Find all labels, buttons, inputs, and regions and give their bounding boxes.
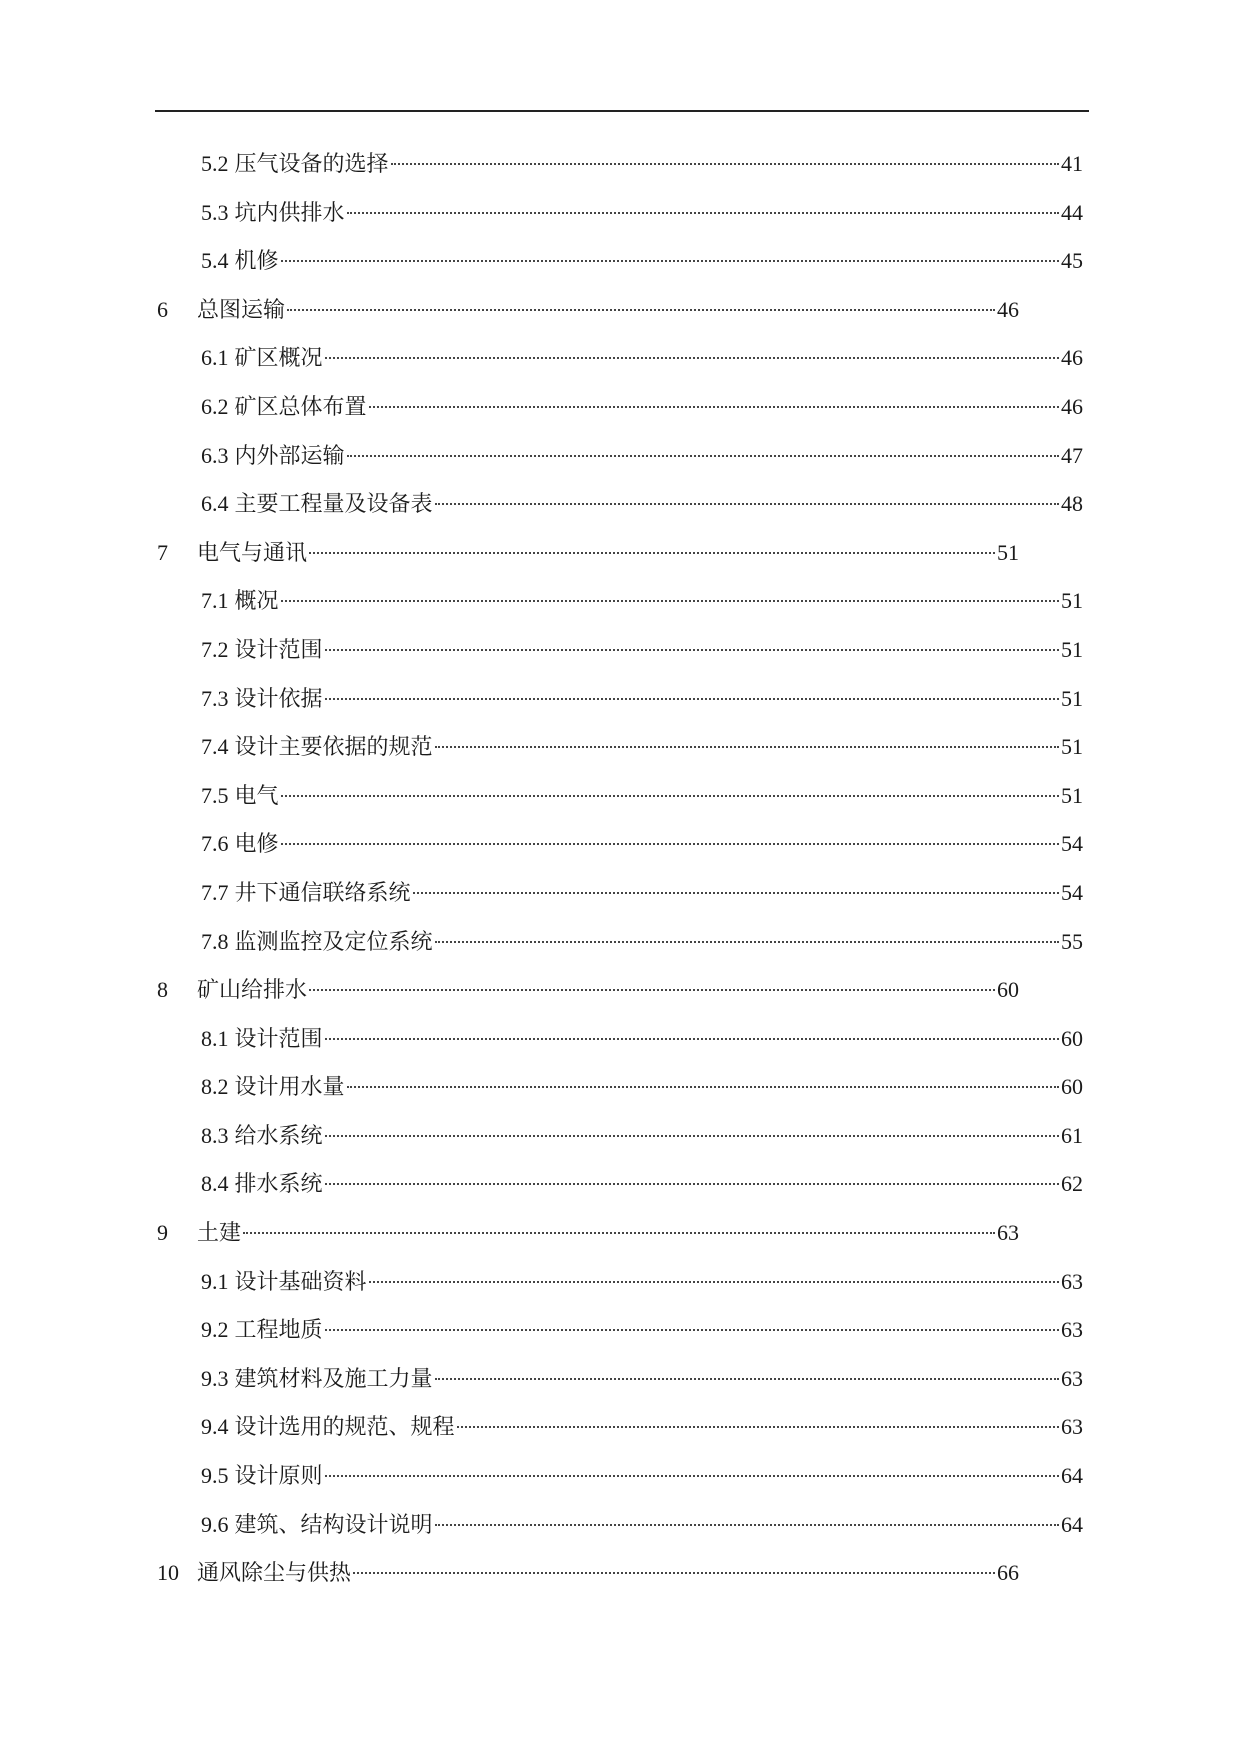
toc-chapter-entry[interactable] <box>0 529 1019 578</box>
toc-page-number: 48 <box>1061 491 1083 517</box>
toc-dot-leader <box>435 744 1059 748</box>
toc-entry-title: 矿区概况 <box>234 345 323 371</box>
toc-section-entry[interactable] <box>0 1355 1083 1404</box>
toc-section-entry[interactable] <box>0 1160 1083 1209</box>
toc-section-entry[interactable] <box>0 1306 1083 1355</box>
toc-section-entry[interactable] <box>0 1063 1083 1112</box>
toc-section-entry[interactable] <box>0 772 1083 821</box>
toc-entry-title: 设计基础资料 <box>234 1268 367 1294</box>
toc-page-number: 51 <box>997 539 1019 565</box>
toc-page-number: 51 <box>1061 685 1083 711</box>
toc-entry-number: 7.2 <box>201 636 229 662</box>
toc-page-number: 63 <box>1061 1365 1083 1391</box>
toc-section-entry[interactable] <box>0 1501 1083 1550</box>
toc-section-entry[interactable] <box>0 480 1083 529</box>
toc-entry-title: 主要工程量及设备表 <box>234 491 433 517</box>
toc-entry-title: 电气与通讯 <box>197 539 308 565</box>
toc-entry-number: 9 <box>157 1220 168 1246</box>
toc-page-number: 63 <box>1061 1414 1083 1440</box>
toc-entry-number: 9.5 <box>201 1463 229 1489</box>
toc-entry-title: 矿山给排水 <box>197 977 308 1003</box>
toc-entry-number: 9.6 <box>201 1511 229 1537</box>
toc-dot-leader <box>435 939 1059 943</box>
toc-page-number: 60 <box>1061 1025 1083 1051</box>
toc-entry-number: 6 <box>157 296 168 322</box>
toc-page-number: 61 <box>1061 1122 1083 1148</box>
toc-entry-title: 概况 <box>234 588 279 614</box>
toc-entry-number: 5.3 <box>201 199 229 225</box>
toc-page-number: 63 <box>1061 1268 1083 1294</box>
toc-section-entry[interactable] <box>0 918 1083 967</box>
toc-dot-leader <box>281 841 1059 845</box>
toc-page-number: 63 <box>1061 1317 1083 1343</box>
toc-dot-leader <box>325 1327 1059 1331</box>
toc-dot-leader <box>347 210 1059 214</box>
toc-section-entry[interactable] <box>0 1112 1083 1161</box>
toc-entry-title: 建筑、结构设计说明 <box>234 1511 433 1537</box>
toc-section-entry[interactable] <box>0 1015 1083 1064</box>
toc-page-number: 55 <box>1061 928 1083 954</box>
toc-section-entry[interactable] <box>0 237 1083 286</box>
toc-entry-number: 9.3 <box>201 1365 229 1391</box>
toc-page-number: 51 <box>1061 734 1083 760</box>
toc-entry-title: 总图运输 <box>197 296 286 322</box>
toc-dot-leader <box>281 793 1059 797</box>
toc-entry-number: 7.7 <box>201 879 229 905</box>
toc-page-number: 51 <box>1061 636 1083 662</box>
toc-entry-number: 7.6 <box>201 831 229 857</box>
toc-page-number: 46 <box>997 296 1019 322</box>
toc-dot-leader <box>435 501 1059 505</box>
toc-section-entry[interactable] <box>0 189 1083 238</box>
toc-page-number: 54 <box>1061 831 1083 857</box>
table-of-contents <box>0 140 1241 1598</box>
toc-page-number: 51 <box>1061 588 1083 614</box>
toc-dot-leader <box>353 1570 995 1574</box>
toc-entry-number: 8.3 <box>201 1122 229 1148</box>
toc-entry-title: 压气设备的选择 <box>234 151 389 176</box>
toc-entry-number: 7.1 <box>201 588 229 614</box>
toc-entry-title: 设计范围 <box>234 636 323 662</box>
toc-chapter-entry[interactable] <box>0 1209 1019 1258</box>
toc-section-entry[interactable] <box>0 577 1083 626</box>
toc-entry-title: 设计范围 <box>234 1025 323 1051</box>
toc-entry-number: 9.1 <box>201 1268 229 1294</box>
toc-dot-leader <box>325 1036 1059 1040</box>
toc-entry-title: 排水系统 <box>234 1171 323 1197</box>
toc-page-number: 54 <box>1061 879 1083 905</box>
toc-dot-leader <box>309 550 995 554</box>
toc-section-entry[interactable] <box>0 869 1083 918</box>
toc-dot-leader <box>325 1473 1059 1477</box>
toc-section-entry[interactable] <box>0 140 1083 189</box>
toc-entry-number: 5.2 <box>201 151 229 176</box>
toc-page-number: 64 <box>1061 1463 1083 1489</box>
toc-entry-title: 坑内供排水 <box>234 199 345 225</box>
toc-entry-title: 井下通信联络系统 <box>234 879 411 905</box>
toc-dot-leader <box>287 307 995 311</box>
toc-entry-title: 给水系统 <box>234 1122 323 1148</box>
toc-chapter-entry[interactable] <box>0 966 1019 1015</box>
toc-entry-title: 设计原则 <box>234 1463 323 1489</box>
toc-page-number: 60 <box>1061 1074 1083 1100</box>
toc-dot-leader <box>435 1522 1059 1526</box>
toc-entry-number: 8.4 <box>201 1171 229 1197</box>
toc-dot-leader <box>435 1376 1059 1380</box>
toc-dot-leader <box>413 890 1059 894</box>
toc-dot-leader <box>325 1181 1059 1185</box>
toc-entry-number: 7.5 <box>201 782 229 808</box>
toc-entry-title: 电气 <box>234 782 279 808</box>
toc-entry-title: 通风除尘与供热 <box>197 1560 352 1586</box>
toc-dot-leader <box>309 987 995 991</box>
toc-page-number: 51 <box>1061 782 1083 808</box>
toc-entry-title: 工程地质 <box>234 1317 323 1343</box>
toc-entry-title: 矿区总体布置 <box>234 393 367 419</box>
toc-page-number: 46 <box>1061 393 1083 419</box>
toc-page-number: 66 <box>997 1560 1019 1586</box>
toc-entry-number: 7 <box>157 539 168 565</box>
toc-entry-title: 设计用水量 <box>234 1074 345 1100</box>
toc-entry-number: 6.4 <box>201 491 229 517</box>
toc-entry-title: 机修 <box>234 248 279 274</box>
toc-page-number: 63 <box>997 1220 1019 1246</box>
toc-dot-leader <box>281 258 1059 262</box>
toc-page-number: 46 <box>1061 345 1083 371</box>
toc-entry-number: 8.2 <box>201 1074 229 1100</box>
toc-dot-leader <box>325 355 1059 359</box>
toc-entry-number: 6.2 <box>201 393 229 419</box>
toc-entry-title: 土建 <box>197 1220 242 1246</box>
toc-entry-number: 8.1 <box>201 1025 229 1051</box>
toc-section-entry[interactable] <box>0 675 1083 724</box>
toc-entry-number: 9.4 <box>201 1414 229 1440</box>
toc-dot-leader <box>325 647 1059 651</box>
toc-entry-title: 设计依据 <box>234 685 323 711</box>
toc-dot-leader <box>243 1230 995 1234</box>
toc-section-entry[interactable] <box>0 334 1083 383</box>
toc-entry-number: 9.2 <box>201 1317 229 1343</box>
toc-page-number: 47 <box>1061 442 1083 468</box>
toc-dot-leader <box>369 1279 1059 1283</box>
toc-entry-number: 10 <box>157 1560 179 1586</box>
toc-entry-title: 内外部运输 <box>234 442 345 468</box>
toc-dot-leader <box>347 453 1059 457</box>
toc-entry-title: 设计主要依据的规范 <box>234 734 433 760</box>
toc-dot-leader <box>325 696 1059 700</box>
toc-chapter-entry[interactable] <box>0 286 1019 335</box>
toc-section-entry[interactable] <box>0 432 1083 481</box>
toc-dot-leader <box>457 1424 1059 1428</box>
toc-section-entry[interactable] <box>0 1452 1083 1501</box>
toc-page-number: 62 <box>1061 1171 1083 1197</box>
toc-page-number: 64 <box>1061 1511 1083 1537</box>
toc-entry-number: 6.1 <box>201 345 229 371</box>
toc-entry-title: 监测监控及定位系统 <box>234 928 433 954</box>
toc-section-entry[interactable] <box>0 723 1083 772</box>
toc-dot-leader <box>347 1084 1059 1088</box>
toc-section-entry[interactable] <box>0 1258 1083 1307</box>
toc-entry-number: 7.8 <box>201 928 229 954</box>
toc-section-entry[interactable] <box>0 383 1083 432</box>
toc-entry-number: 5.4 <box>201 248 229 274</box>
header-rule <box>155 110 1089 112</box>
toc-dot-leader <box>391 161 1059 165</box>
toc-entry-title: 电修 <box>234 831 279 857</box>
toc-entry-title: 设计选用的规范、规程 <box>234 1414 455 1440</box>
toc-entry-number: 7.3 <box>201 685 229 711</box>
toc-page-number: 60 <box>997 977 1019 1003</box>
toc-chapter-entry[interactable] <box>0 1549 1019 1598</box>
toc-entry-number: 6.3 <box>201 442 229 468</box>
toc-dot-leader <box>325 1133 1059 1137</box>
toc-page-number: 45 <box>1061 248 1083 274</box>
toc-section-entry[interactable] <box>0 1403 1083 1452</box>
toc-dot-leader <box>281 598 1059 602</box>
toc-entry-number: 8 <box>157 977 168 1003</box>
toc-entry-title: 建筑材料及施工力量 <box>234 1365 433 1391</box>
toc-page-number: 44 <box>1061 199 1083 225</box>
toc-section-entry[interactable] <box>0 626 1083 675</box>
toc-entry-number: 7.4 <box>201 734 229 760</box>
toc-section-entry[interactable] <box>0 820 1083 869</box>
toc-dot-leader <box>369 404 1059 408</box>
toc-page-number: 41 <box>1061 151 1083 176</box>
